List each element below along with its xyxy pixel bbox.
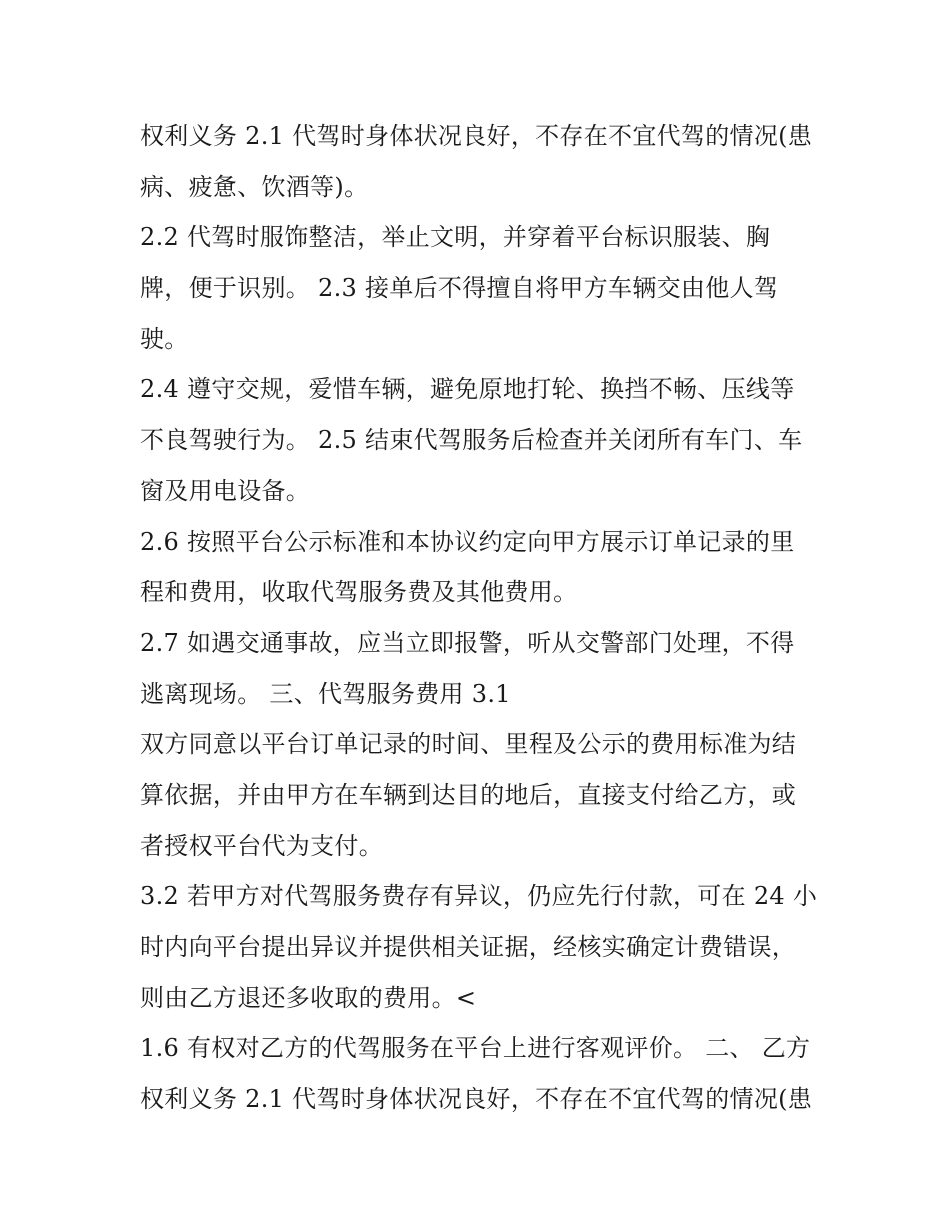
text-line: 1.6 有权对乙方的代驾服务在平台上进行客观评价。 二、 乙方 (140, 1034, 811, 1063)
text-line: 权利义务 2.1 代驾时身体状况良好，不存在不宜代驾的情况(患 (140, 122, 813, 150)
text-line: 时内向平台提出异议并提供相关证据，经核实确定计费错误， (140, 933, 797, 961)
text-line: 2.6 按照平台公示标准和本协议约定向甲方展示订单记录的里 (140, 527, 795, 556)
text-line: 不良驾驶行为。 2.5 结束代驾服务后检查并关闭所有车门、车 (140, 426, 803, 455)
text-line: 病、疲惫、饮酒等)。 (140, 172, 369, 201)
text-line: 双方同意以平台订单记录的时间、里程及公示的费用标准为结 (140, 730, 797, 759)
text-line: 则由乙方退还多收取的费用。< (140, 983, 477, 1012)
text-line: 者授权平台代为支付。 (140, 831, 383, 860)
text-line: 逃离现场。 三、代驾服务费用 3.1 (140, 679, 511, 708)
text-line: 程和费用，收取代驾服务费及其他费用。 (140, 578, 578, 607)
text-line: 3.2 若甲方对代驾服务费存有异议，仍应先行付款，可在 24 小 (140, 882, 818, 911)
text-line: 牌，便于识别。 2.3 接单后不得擅自将甲方车辆交由他人驾 (140, 274, 779, 303)
text-line: 2.7 如遇交通事故，应当立即报警，听从交警部门处理，不得 (140, 628, 795, 657)
text-line: 窗及用电设备。 (140, 476, 311, 505)
text-line: 2.4 遵守交规，爱惜车辆，避免原地打轮、换挡不畅、压线等 (140, 375, 795, 404)
document-body (140, 111, 820, 1125)
text-line: 算依据，并由甲方在车辆到达目的地后，直接支付给乙方，或 (140, 780, 797, 809)
text-line: 权利义务 2.1 代驾时身体状况良好，不存在不宜代驾的情况(患 (140, 1085, 813, 1114)
text-line: 驶。 (140, 324, 189, 353)
text-line: 2.2 代驾时服饰整洁，举止文明，并穿着平台标识服装、胸 (140, 223, 771, 252)
